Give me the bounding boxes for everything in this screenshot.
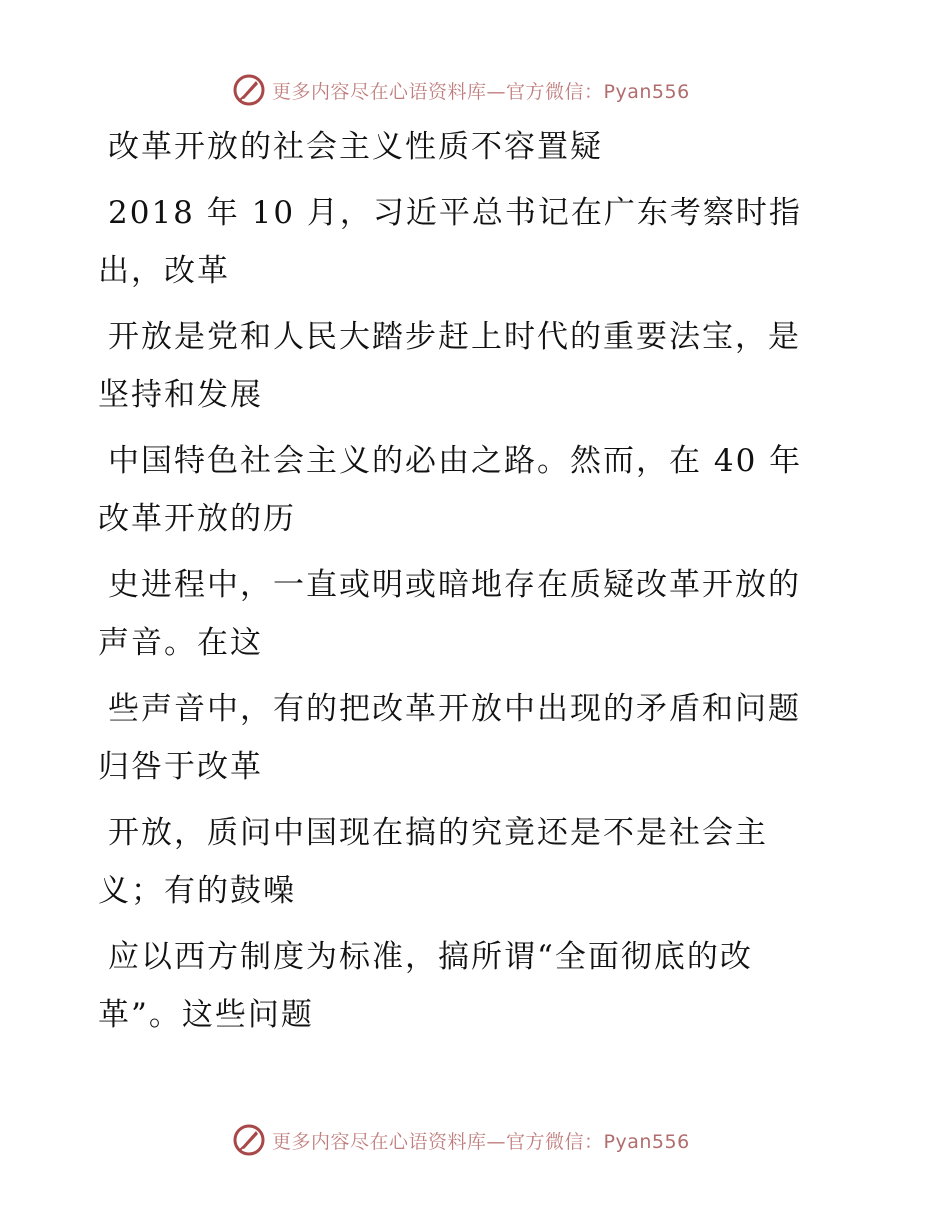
footer-watermark xyxy=(232,1122,690,1158)
paragraph-line: 归咎于改革 xyxy=(98,749,263,785)
paragraph-line: 义；有的鼓噪 xyxy=(98,873,296,909)
paragraph-line: 坚持和发展 xyxy=(98,377,263,413)
paragraph-line: 史进程中，一直或明或暗地存在质疑改革开放的 xyxy=(108,567,801,603)
paragraph-line: 革”。这些问题 xyxy=(98,997,314,1033)
header-watermark xyxy=(232,72,690,108)
paragraph-line: 中国特色社会主义的必由之路。然而，在 40 年 xyxy=(108,443,803,479)
paragraph-line: 开放，质问中国现在搞的究竟还是不是社会主 xyxy=(108,815,768,851)
paragraph-line: 开放是党和人民大踏步赶上时代的重要法宝，是 xyxy=(108,319,801,355)
paragraph-line: 改革开放的历 xyxy=(98,501,296,537)
paragraph-line: 些声音中，有的把改革开放中出现的矛盾和问题 xyxy=(108,691,801,727)
document-body xyxy=(98,118,838,1044)
paragraph-line: 声音。在这 xyxy=(98,625,263,661)
paragraph-line: 出，改革 xyxy=(98,253,230,289)
quill-logo-icon xyxy=(232,73,266,107)
paragraph-line: 应以西方制度为标准，搞所谓“全面彻底的改 xyxy=(108,939,753,975)
watermark-text: 更多内容尽在心语资料库—官方微信：Pyan556 xyxy=(272,1130,690,1153)
watermark-text: 更多内容尽在心语资料库—官方微信：Pyan556 xyxy=(272,80,690,103)
paragraph-line: 2018 年 10 月，习近平总书记在广东考察时指 xyxy=(108,195,802,231)
document-title: 改革开放的社会主义性质不容置疑 xyxy=(108,129,603,165)
quill-logo-icon xyxy=(232,1123,266,1157)
